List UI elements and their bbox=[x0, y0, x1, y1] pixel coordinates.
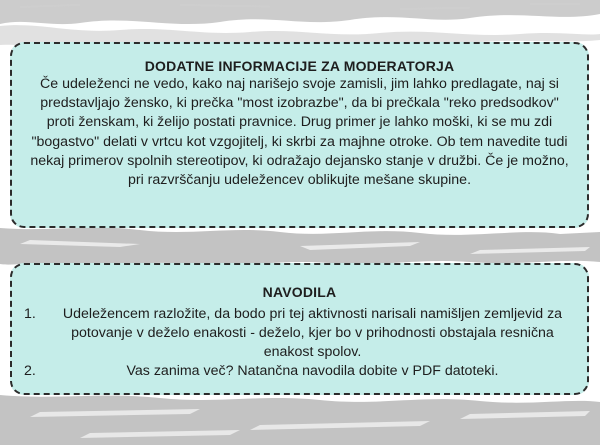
moderator-info-card bbox=[10, 42, 589, 228]
moderator-info-body: Če udeleženci ne vedo, kako naj narišejo svoje zamisli, jim lahko predlagate, naj si predstavljajo žensko, ki prečka "most izobrazbe", da bi prečkala "reko predsodkov" proti ženskam, ki želijo postati pravnice. Drug primer je lahko moški, ki se mu zdi "bogastvo" delati v vrtcu kot vzgojitelj, ki skrbi za majhne otroke. Ob tem navedite tudi nekaj primerov spolnih stereotipov, ki odražajo dejansko stanje v družbi. Če je možno, pri razvrščanju udeležencev oblikujte mešane skupine. bbox=[30, 76, 569, 189]
instructions-card bbox=[10, 263, 589, 395]
instruction-step-text: Vas zanima več? Natančna navodila dobite v PDF datoteki. bbox=[126, 363, 499, 379]
instruction-step-number: 2. bbox=[24, 363, 36, 379]
instruction-step bbox=[22, 362, 577, 381]
instruction-step-text: Udeležencem razložite, da bodo pri tej aktivnosti narisali namišljen zemljevid za potovanje v deželo enakosti - deželo, kjer bo v prihodnosti obstajala resnična enakost spolov. bbox=[62, 306, 563, 360]
moderator-info-title: DODATNE INFORMACIJE ZA MODERATORJA bbox=[144, 58, 455, 74]
instruction-step-number: 1. bbox=[24, 306, 36, 322]
instructions-title: NAVODILA bbox=[262, 284, 337, 300]
instruction-step bbox=[22, 305, 577, 362]
instructions-list bbox=[22, 305, 577, 381]
